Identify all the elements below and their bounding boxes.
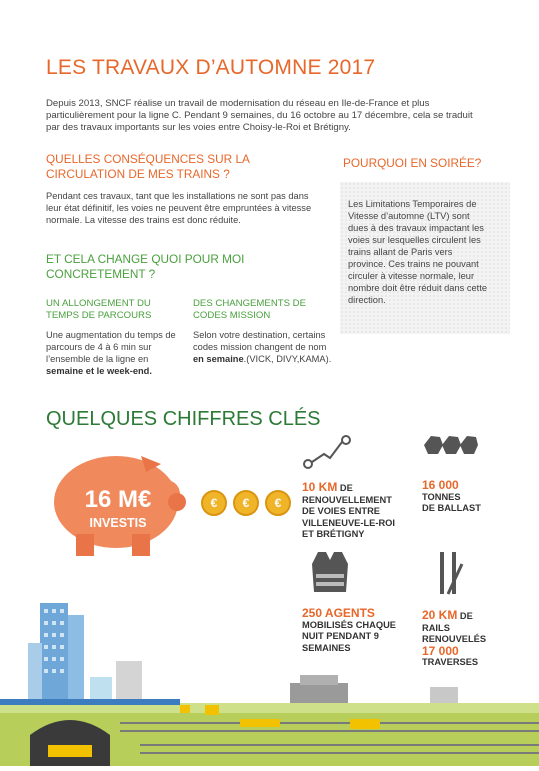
- col2-heading: DES CHANGEMENTS DE CODES MISSION: [193, 298, 307, 321]
- track-km-icon: [302, 432, 352, 477]
- figures-heading: QUELQUES CHIFFRES CLÉS: [46, 408, 321, 430]
- consequences-text: Pendant ces travaux, tant que les installations ne sont pas dans leur état définitif, les voies ne peuvent être empruntées à vitesse normale. La vitesse des trains est donc réduite.: [46, 191, 312, 225]
- col1-heading: UN ALLONGEMENT DU TEMPS DE PARCOURS: [46, 298, 152, 321]
- sidebar-box: [340, 182, 510, 334]
- col2-text: Selon votre destination, certains codes mission changent de nom en semaine.(VICK, DIVY,KAMA).: [193, 330, 332, 364]
- money-figure: 16 M€ INVESTIS: [84, 486, 152, 530]
- stat-track-km: 10 KM DE RENOUVELLEMENT DE VOIES ENTRE VILLENEUVE-LE-ROI ET BRÉTIGNY: [302, 480, 395, 539]
- col1-text: Une augmentation du temps de parcours de 4 à 6 min sur l’ensemble de la ligne en semaine et le week-end.: [46, 330, 176, 376]
- changes-heading: ET CELA CHANGE QUOI POUR MOI CONCRETEMENT ?: [46, 252, 245, 281]
- ballast-icon: [422, 434, 478, 461]
- sidebar-heading: POURQUOI EN SOIRÉE?: [343, 156, 482, 170]
- consequences-heading: QUELLES CONSÉQUENCES SUR LA CIRCULATION DE MES TRAINS ?: [46, 152, 250, 181]
- page-title: LES TRAVAUX D’AUTOMNE 2017: [46, 56, 376, 79]
- euro-coin-icon: €: [201, 490, 227, 516]
- stat-ballast: 16 000 TONNES DE BALLAST: [422, 478, 481, 513]
- rail-switch-icon: [430, 550, 470, 601]
- intro-text: Depuis 2013, SNCF réalise un travail de modernisation du réseau en Ile-de-France et plus particulièrement pour la ligne C. Pendant 9 semaines, du 16 octobre au 17 décembre, cela se traduit par des travaux importants sur les voies entre Choisy-le-Roi et Brétigny.: [46, 98, 473, 134]
- euro-coin-icon: €: [265, 490, 291, 516]
- railway-illustration: [0, 595, 539, 766]
- safety-vest-icon: [310, 550, 350, 599]
- stat-agents: 250 AGENTS MOBILISÉS CHAQUE NUIT PENDANT 9 SEMAINES: [302, 606, 397, 653]
- euro-coin-icon: €: [233, 490, 259, 516]
- sidebar-text: Les Limitations Temporaires de Vitesse d’automne (LTV) sont dues à des travaux impactant les voies sur lesquelles circulent les trains allant de Paris vers province. Ces trains ne pouvant circuler à vitesse normale, leur nombre doit être réduit dans cette direction.: [348, 199, 488, 305]
- stat-rails: 20 KM DE RAILS RENOUVELÉS 17 000 TRAVERSES: [422, 608, 487, 667]
